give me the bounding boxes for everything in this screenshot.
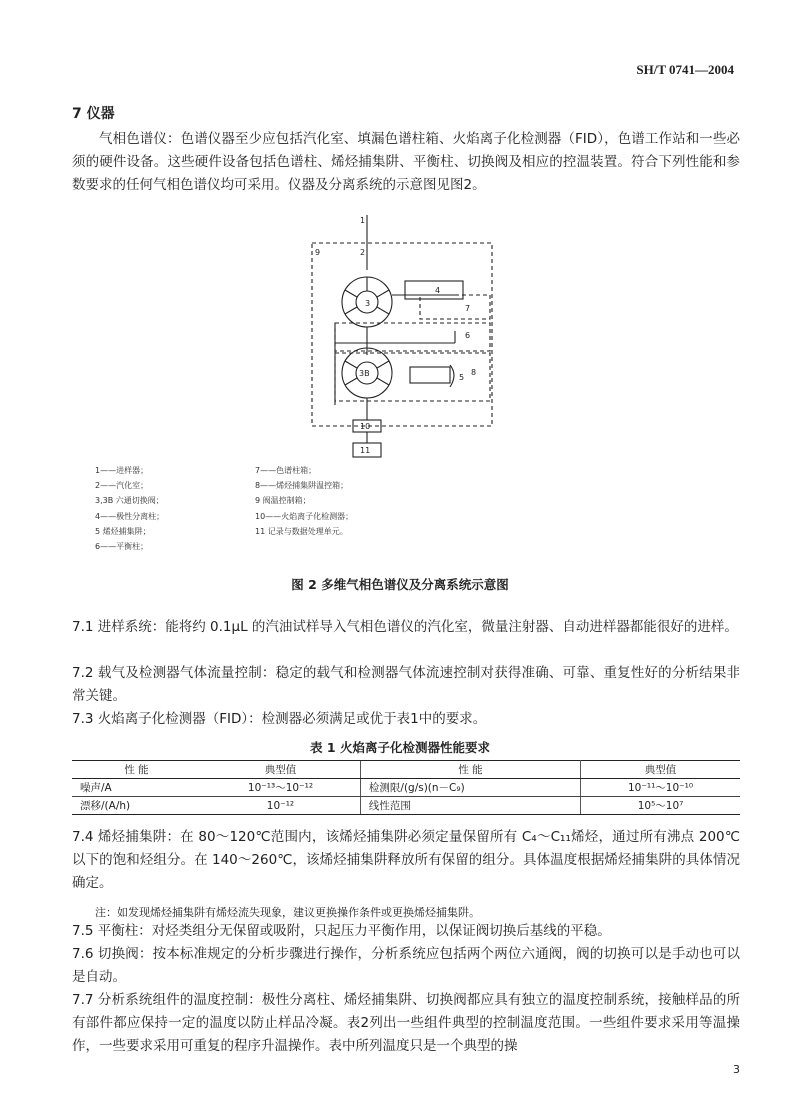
table-cell: 噪声/A	[72, 779, 201, 797]
paragraph-7-4: 7.4 烯烃捕集阱：在 80～120℃范围内，该烯烃捕集阱必须定量保留所有 C₄～C₁₁烯烃，通过所有沸点 200℃以下的饱和烃组分。在 140～260℃，该烯烃捕集阱释放所有保留的组分。具体温度根据烯烃捕集阱的具体情况确定。	[72, 829, 740, 891]
performance-table	[72, 760, 740, 815]
fig-label: 7	[465, 304, 471, 313]
system-schematic-figure	[295, 215, 505, 460]
legend-item: 9 阀温控制箱；	[255, 496, 311, 506]
legend-item: 5 烯烃捕集阱；	[95, 526, 151, 536]
legend-item: 1——进样器；	[95, 466, 149, 475]
legend-item: 8——烯烃捕集阱温控箱；	[255, 481, 349, 491]
legend-item: 11 记录与数据处理单元。	[255, 526, 348, 536]
note-text: 注：如发现烯烃捕集阱有烯烃流失现象，建议更换操作条件或更换烯烃捕集阱。	[95, 906, 480, 919]
table-cell: 10⁻¹¹～10⁻¹⁰	[581, 779, 740, 797]
fig-label: 10	[360, 422, 371, 431]
legend-item: 7——色谱柱箱；	[255, 466, 317, 475]
fig-label: 8	[471, 368, 477, 377]
table-cell: 10⁵～10⁷	[581, 797, 740, 815]
legend-item: 4——极性分离柱；	[95, 511, 165, 521]
legend-item: 2——汽化室；	[95, 481, 149, 491]
fig-label: 5	[459, 373, 465, 382]
fig-label: 3	[365, 299, 371, 308]
fig-label: 4	[435, 286, 441, 295]
table-header-row	[72, 761, 740, 779]
legend-item: 3,3B 六通切换阀；	[95, 496, 164, 506]
fig-label: 6	[465, 331, 471, 340]
table-cell: 漂移/(A/h)	[72, 797, 201, 815]
fig-label: 2	[360, 248, 366, 257]
paragraph-7-7: 7.7 分析系统组件的温度控制：极性分离柱、烯烃捕集阱、切换阀都应具有独立的温度控制系统，接触样品的所有部件都应保持一定的温度以防止样品冷凝。表2列出一些组件典型的控制温度范围。一些组件要求采用等温操作，一些要求采用可重复的程序升温操作。表中所列温度只是一个典型的操	[72, 992, 740, 1054]
table-header: 性 能	[72, 761, 201, 779]
table-row	[72, 797, 740, 815]
table-cell: 线性范围	[360, 797, 580, 815]
legend-item: 10——火焰离子化检测器；	[255, 511, 354, 521]
table-header: 典型值	[581, 761, 740, 779]
table-cell: 检测限/(g/s)(n－C₉)	[360, 779, 580, 797]
fig-label: 11	[360, 446, 371, 455]
legend-item: 6——平衡柱；	[95, 542, 149, 552]
paragraph-7-1: 7.1 进样系统：能将约 0.1μL 的汽油试样导入气相色谱仪的汽化室，微量注射器、自动进样器都能很好的进样。	[72, 619, 738, 635]
standard-code: SH/T 0741—2004	[636, 62, 734, 77]
table-cell: 10⁻¹²	[201, 797, 360, 815]
table-header: 性 能	[360, 761, 580, 779]
table-cell: 10⁻¹³～10⁻¹²	[201, 779, 360, 797]
page-number: 3	[733, 1063, 740, 1076]
section-paragraph: 气相色谱仪：色谱仪器至少应包括汽化室、填漏色谱柱箱、火焰离子化检测器（FID），色谱工作站和一些必须的硬件设备。这些硬件设备包括色谱柱、烯烃捕集阱、平衡柱、切换阀及相应的控温装置。符合下列性能和参数要求的任何气相色谱仪均可采用。仪器及分离系统的示意图见图2。	[72, 131, 740, 193]
paragraph-7-3: 7.3 火焰离子化检测器（FID）：检测器必须满足或优于表1中的要求。	[72, 711, 487, 727]
paragraph-7-5: 7.5 平衡柱：对烃类组分无保留或吸附，只起压力平衡作用，以保证阀切换后基线的平稳。	[72, 923, 611, 939]
table-header: 典型值	[201, 761, 360, 779]
fig-label: 3B	[359, 369, 370, 378]
fig-label: 9	[315, 248, 321, 257]
paragraph-7-6: 7.6 切换阀：按本标准规定的分析步骤进行操作，分析系统应包括两个两位六通阀，阀的切换可以是手动也可以是自动。	[72, 946, 740, 985]
table-title: 表 1 火焰离子化检测器性能要求	[310, 740, 490, 755]
fig-label: 1	[360, 216, 366, 225]
paragraph-7-2: 7.2 载气及检测器气体流量控制：稳定的载气和检测器气体流速控制对获得准确、可靠、重复性好的分析结果非常关键。	[72, 665, 740, 704]
figure-caption: 图 2 多维气相色谱仪及分离系统示意图	[291, 577, 509, 592]
section-title: 7 仪器	[72, 106, 115, 122]
table-row	[72, 779, 740, 797]
